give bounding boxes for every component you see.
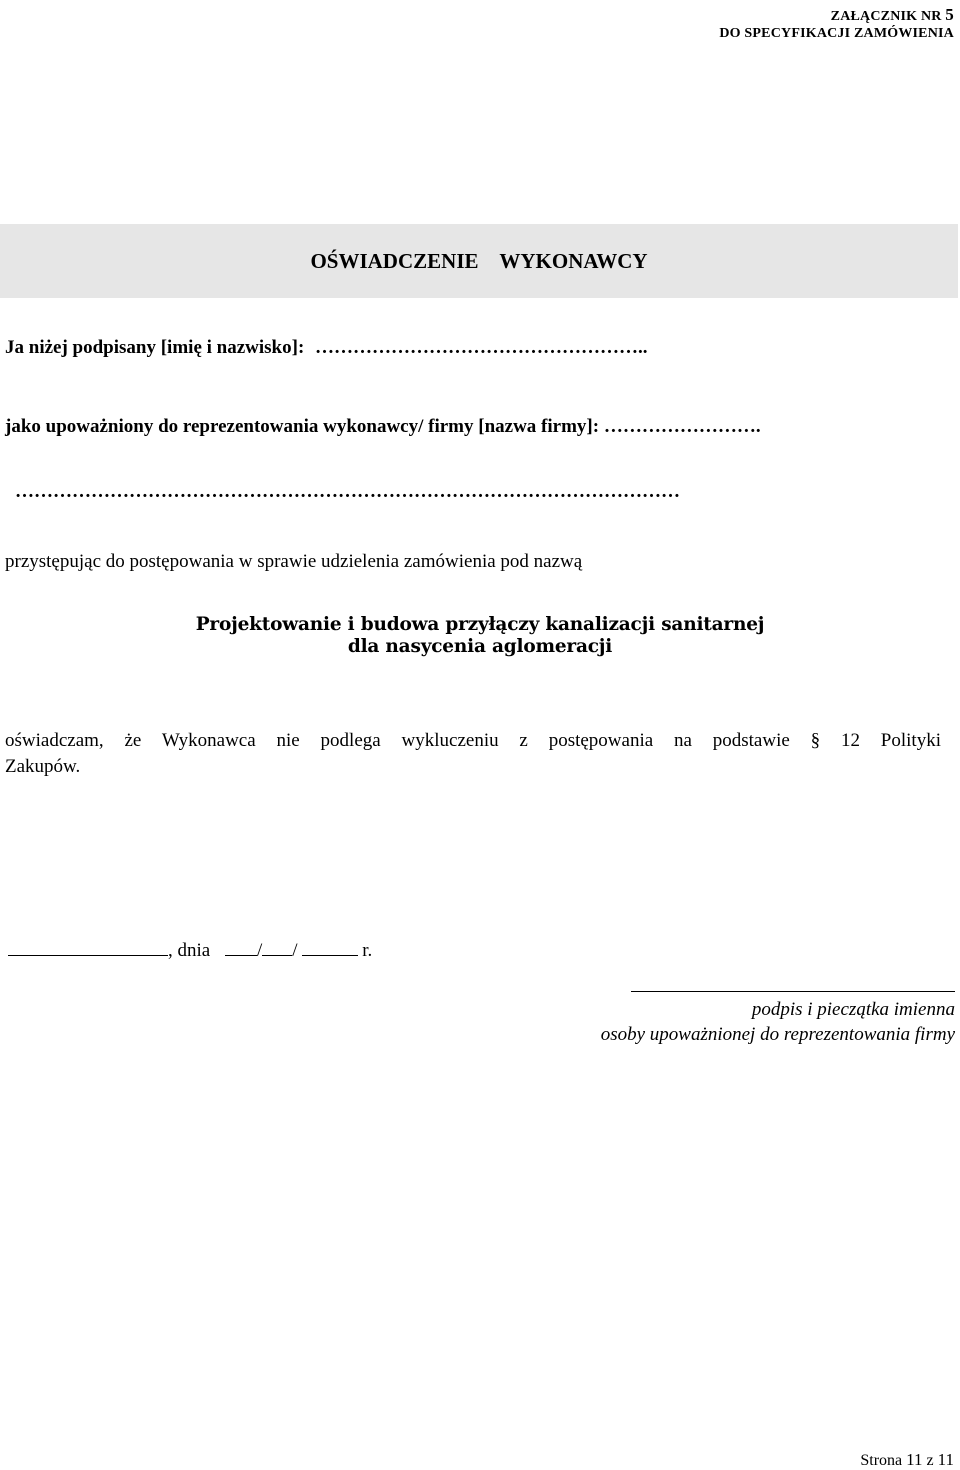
statement-line-1: oświadczam, że Wykonawca nie podlega wykluczeniu z postępowania na podstawie § 12 Polityki <box>5 730 941 751</box>
page-number: Strona 11 z 11 <box>860 1450 954 1469</box>
project-name-line-1: Projektowanie i budowa przyłączy kanalizacji sanitarnej <box>195 614 765 635</box>
attachment-reference: DO SPECYFIKACJI ZAMÓWIENIA <box>719 26 954 41</box>
signature-line[interactable] <box>631 991 955 992</box>
company-line <box>5 416 761 438</box>
place-date-line <box>8 937 372 962</box>
company-field-continued[interactable]: …………………………………………………………………………………………… <box>15 481 680 502</box>
name-field[interactable]: …………………………………………….. <box>315 337 648 358</box>
date-separator: / <box>292 940 298 961</box>
place-field[interactable] <box>8 937 168 956</box>
day-field[interactable] <box>225 937 257 956</box>
document-title: OŚWIADCZENIE WYKONAWCY <box>310 249 648 273</box>
attachment-number: ZAŁĄCZNIK NR 5 <box>830 5 954 24</box>
name-line <box>5 337 648 359</box>
project-name-line-2: dla nasycenia aglomeracji <box>347 636 613 657</box>
attachment-number-value: 5 <box>945 5 954 24</box>
company-field[interactable]: ……………………. <box>603 416 761 437</box>
page-current: 11 <box>906 1450 923 1469</box>
company-label: jako upoważniony do reprezentowania wykonawcy/ firmy [nazwa firmy]: <box>5 416 600 437</box>
year-suffix: r. <box>362 940 373 961</box>
signature-caption-1: podpis i pieczątka imienna <box>751 999 955 1020</box>
date-separator: / <box>256 940 263 961</box>
statement-line-2: Zakupów. <box>5 756 81 777</box>
signature-caption-2: osoby upoważnionej do reprezentowania firmy <box>600 1024 955 1045</box>
year-field[interactable] <box>302 937 358 956</box>
month-field[interactable] <box>262 937 292 956</box>
dnia-label: , dnia <box>168 940 211 961</box>
name-label: Ja niżej podpisany [imię i nazwisko]: <box>5 337 305 358</box>
page-total: 11 <box>937 1450 954 1469</box>
intro-text: przystępując do postępowania w sprawie udzielenia zamówienia pod nazwą <box>5 551 583 572</box>
